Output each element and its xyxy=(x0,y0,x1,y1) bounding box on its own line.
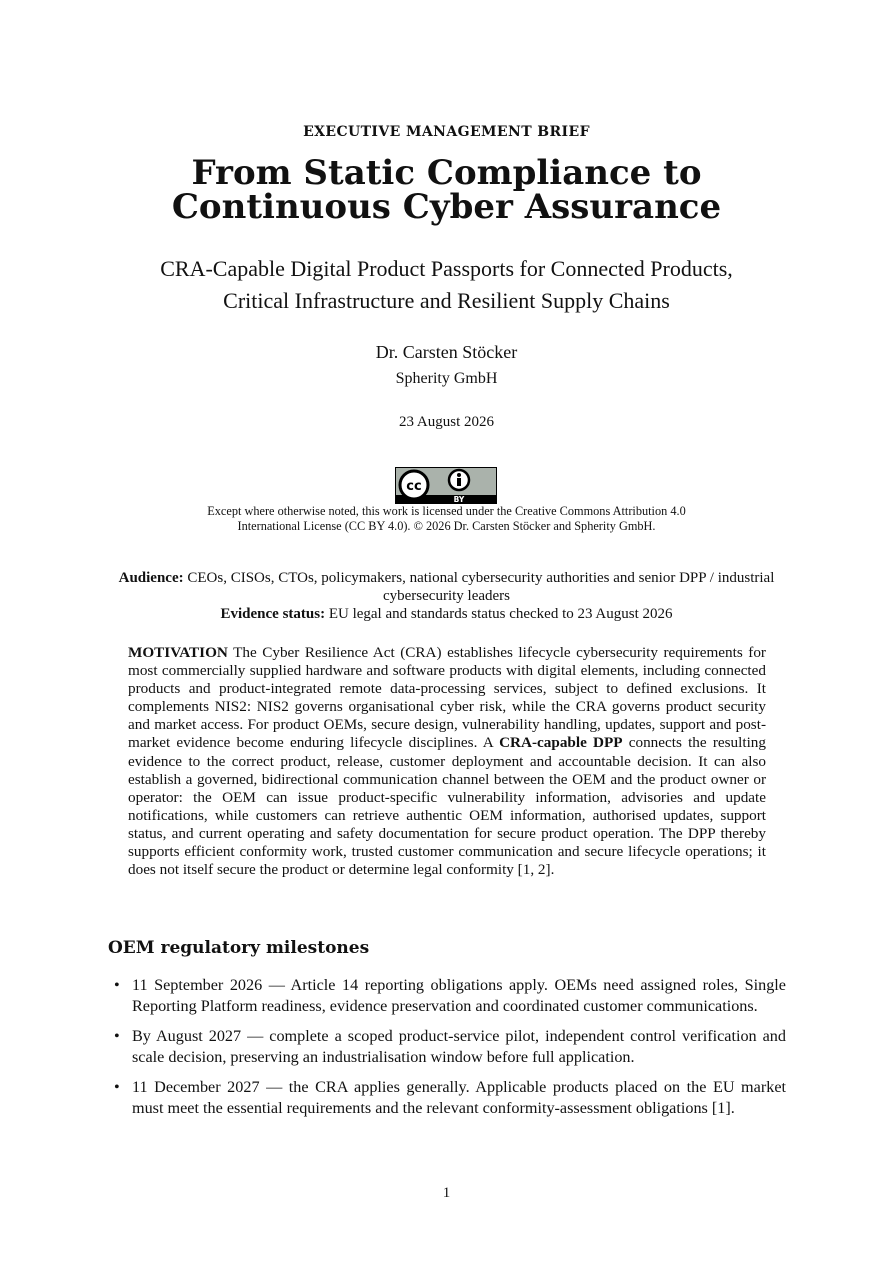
title-line-2: Continuous Cyber Assurance xyxy=(171,187,722,227)
bullet-icon: • xyxy=(114,1078,120,1096)
bullet-icon: • xyxy=(114,1027,120,1045)
milestone-text: 11 September 2026 — Article 14 reporting obligations apply. OEMs need assigned roles, Single Reporting Platform readiness, evidence preservation and coordinated customer communications. xyxy=(132,976,786,1015)
license-line-2: International License (CC BY 4.0). © 2026 Dr. Carsten Stöcker and Spherity GmbH. xyxy=(237,519,656,533)
audience-text: CEOs, CISOs, CTOs, policymakers, national cybersecurity authorities and senior DPP / industrial cybersecurity leaders xyxy=(187,570,775,604)
motivation-text-1: The Cyber Resilience Act (CRA) establishes lifecycle cybersecurity requirements for most commercially supplied hardware and software products with digital elements, including connected products and product-integrated remote data-processing services, subject to defined exclusions. It complements NIS2: NIS2 governs organisational cyber risk, while the CRA governs product security and market access. For product OEMs, secure design, vulnerability handling, updates, support and post-market evidence become enduring lifecycle disciplines. A xyxy=(128,644,766,752)
motivation-abstract xyxy=(128,644,766,879)
subtitle-line-2: Critical Infrastructure and Resilient Supply Chains xyxy=(223,288,670,313)
author-affiliation: Spherity GmbH xyxy=(395,370,498,387)
brief-metadata xyxy=(110,569,783,623)
license-notice xyxy=(150,504,743,534)
cc-badge-text: cc xyxy=(406,479,422,494)
evidence-label: Evidence status: xyxy=(220,606,326,622)
author-name: Dr. Carsten Stöcker xyxy=(375,342,518,362)
subtitle-line-1: CRA-Capable Digital Product Passports for Connected Products, xyxy=(160,256,733,281)
document-date: 23 August 2026 xyxy=(398,414,494,430)
title-line-1: From Static Compliance to xyxy=(191,153,702,193)
milestone-text: By August 2027 — complete a scoped product-service pilot, independent control verification and scale decision, preserving an industrialisation window before full application. xyxy=(132,1027,786,1066)
brief-kicker: EXECUTIVE MANAGEMENT BRIEF xyxy=(303,124,590,140)
list-item xyxy=(108,1077,786,1119)
evidence-line xyxy=(110,605,783,623)
motivation-text-2: connects the resulting evidence to the correct product, release, customer deployment and accountable decision. It can also establish a governed, bidirectional communication channel between the OEM and the product owner or operator: the OEM can issue product-specific vulnerability information, advisories and update notifications, while customers can retrieve authentic OEM information, authorised updates, support status, and current operating and safety documentation for secure product operation. The DPP thereby supports efficient conformity work, trusted customer communication and secure lifecycle operations; it does not itself secure the product or determine legal conformity [1, 2]. xyxy=(128,734,766,879)
by-badge-text: BY xyxy=(453,495,465,504)
list-item xyxy=(108,1026,786,1068)
milestones-heading: OEM regulatory milestones xyxy=(108,938,370,958)
document-title xyxy=(0,153,893,227)
cc-by-license-badge xyxy=(395,467,497,504)
license-line-1: Except where otherwise noted, this work is licensed under the Creative Commons Attribution 4.0 xyxy=(207,504,686,518)
bullet-icon: • xyxy=(114,976,120,994)
evidence-text: EU legal and standards status checked to 23 August 2026 xyxy=(328,606,673,622)
milestone-text: 11 December 2027 — the CRA applies generally. Applicable products placed on the EU market must meet the essential requirements and the relevant conformity-assessment obligations [1]. xyxy=(132,1078,786,1117)
audience-line xyxy=(110,569,783,605)
page-number: 1 xyxy=(442,1185,451,1201)
list-item xyxy=(108,975,786,1017)
milestones-list xyxy=(108,975,786,1128)
motivation-bold-term: CRA-capable DPP xyxy=(499,734,623,752)
motivation-label: MOTIVATION xyxy=(128,644,228,661)
audience-label: Audience: xyxy=(118,570,184,586)
document-subtitle xyxy=(0,253,893,317)
